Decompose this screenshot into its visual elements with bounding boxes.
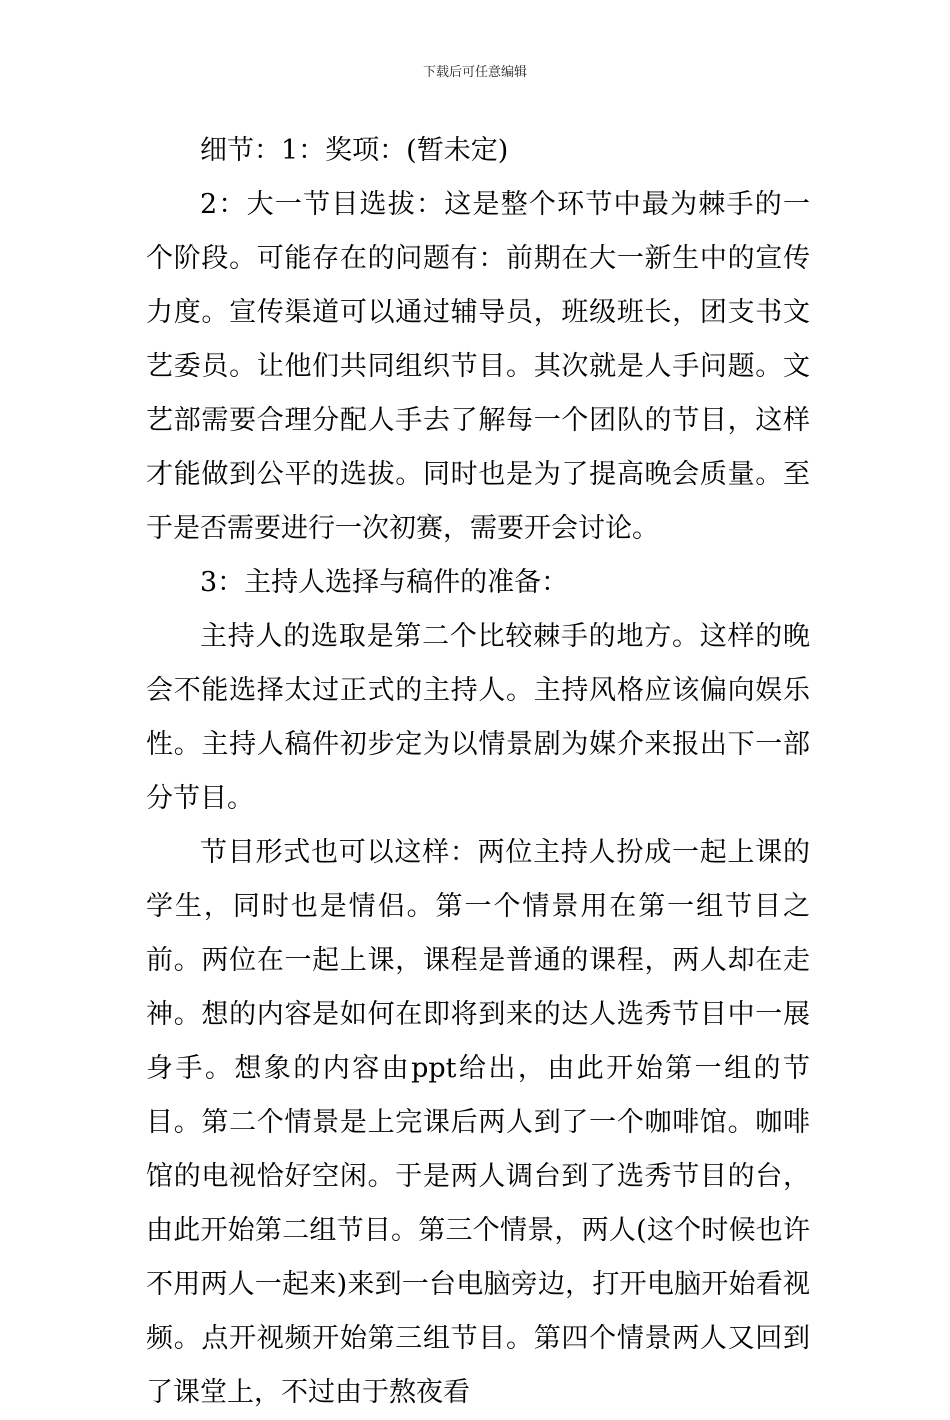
document-body	[146, 124, 810, 1420]
paragraph-program-format: 节目形式也可以这样：两位主持人扮成一起上课的学生，同时也是情侣。第一个情景用在第一组节目之前。两位在一起上课，课程是普通的课程，两人却在走神。想的内容是如何在即将到来的达人选秀节目中一展身手。想象的内容由ppt给出，由此开始第一组的节目。第二个情景是上完课后两人到了一个咖啡馆。咖啡馆的电视恰好空闲。于是两人调台到了选秀节目的台，由此开始第二组节目。第三个情景，两人(这个时候也许不用两人一起来)来到一台电脑旁边，打开电脑开始看视频。点开视频开始第三组节目。第四个情景两人又回到了课堂上，不过由于熬夜看	[146, 837, 810, 1408]
paragraph-freshman-selection: 2：大一节目选拔：这是整个环节中最为棘手的一个阶段。可能存在的问题有：前期在大一新生中的宣传力度。宣传渠道可以通过辅导员，班级班长，团支书文艺委员。让他们共同组织节目。其次就是人手问题。文艺部需要合理分配人手去了解每一个团队的节目，这样才能做到公平的选拔。同时也是为了提高晚会质量。至于是否需要进行一次初赛，需要开会讨论。	[146, 189, 810, 544]
paragraph-details-awards: 细节：1：奖项：(暂未定)	[200, 135, 509, 166]
page-header: 下载后可任意编辑	[422, 65, 527, 80]
paragraph-host-heading: 3：主持人选择与稿件的准备：	[200, 567, 569, 598]
paragraph-host-selection: 主持人的选取是第二个比较棘手的地方。这样的晚会不能选择太过正式的主持人。主持风格应该偏向娱乐性。主持人稿件初步定为以情景剧为媒介来报出下一部分节目。	[146, 621, 810, 814]
